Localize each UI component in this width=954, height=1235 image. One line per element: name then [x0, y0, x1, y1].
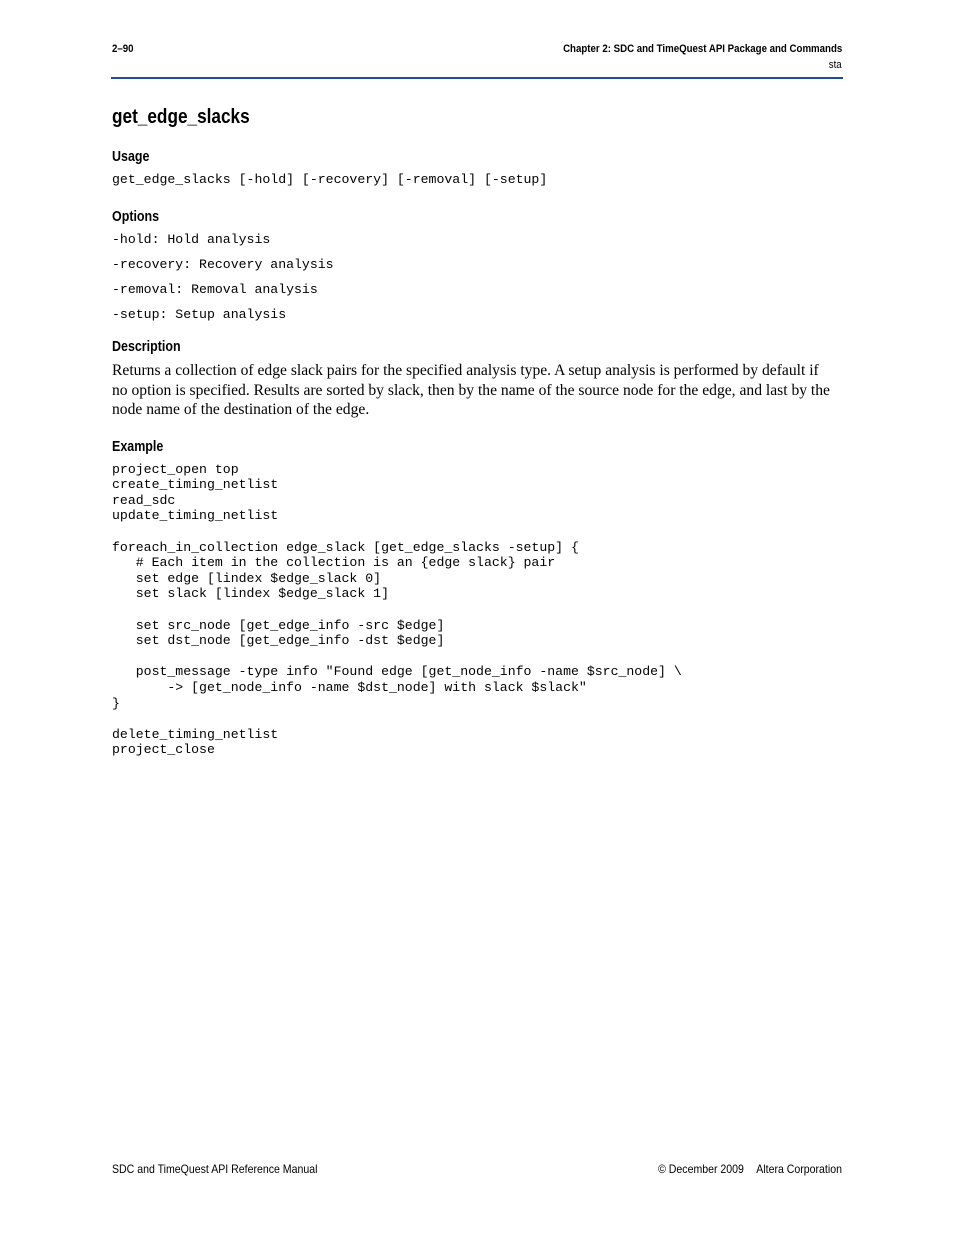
footer-company: Altera Corporation — [756, 1162, 842, 1176]
header-divider — [111, 77, 843, 79]
description-heading: Description — [112, 339, 181, 356]
option-item-setup: -setup: Setup analysis — [112, 306, 287, 322]
page-content — [112, 103, 842, 758]
usage-syntax: get_edge_slacks [-hold] [-recovery] [-removal] [-setup] — [112, 172, 548, 187]
section-tag: sta — [829, 59, 842, 71]
footer-date: © December 2009 — [658, 1162, 744, 1176]
chapter-title: Chapter 2: SDC and TimeQuest API Package and Commands — [562, 43, 842, 55]
option-item-removal: -removal: Removal analysis — [112, 281, 318, 297]
footer-manual-title: SDC and TimeQuest API Reference Manual — [112, 1162, 318, 1176]
command-title: get_edge_slacks — [112, 106, 250, 128]
option-item-recovery: -recovery: Recovery analysis — [112, 256, 334, 272]
footer-copyright — [658, 1162, 842, 1176]
options-heading: Options — [112, 208, 160, 225]
description-text: Returns a collection of edge slack pairs for the specified analysis type. A setup analysis is performed by default if no option is specified. Results are sorted by slack, then by the name of the source node for the edge, and last by the node name of the destination of the edge. — [112, 362, 830, 419]
options-list — [112, 232, 842, 323]
usage-heading: Usage — [112, 149, 150, 165]
example-heading: Example — [112, 438, 164, 455]
example-code-block: project_open top create_timing_netlist read_sdc update_timing_netlist foreach_in_collection edge_slack [get_edge_slacks -setup] { # Each item in the collection is an {edge slack} pair set edge [lindex $edge_slack 0] set slack [lindex $edge_slack 1] set src_node [get_edge_info -src $edge] set dst_node [get_edge_info -dst $edge] post_message -type info "Found edge [get_node_info -name $src_node] \ -> [get_node_info -name $dst_node] with slack $slack" } delete_timing_netlist project_close — [112, 461, 682, 758]
page-number: 2–90 — [112, 43, 134, 55]
option-item-hold: -hold: Hold analysis — [112, 231, 271, 247]
